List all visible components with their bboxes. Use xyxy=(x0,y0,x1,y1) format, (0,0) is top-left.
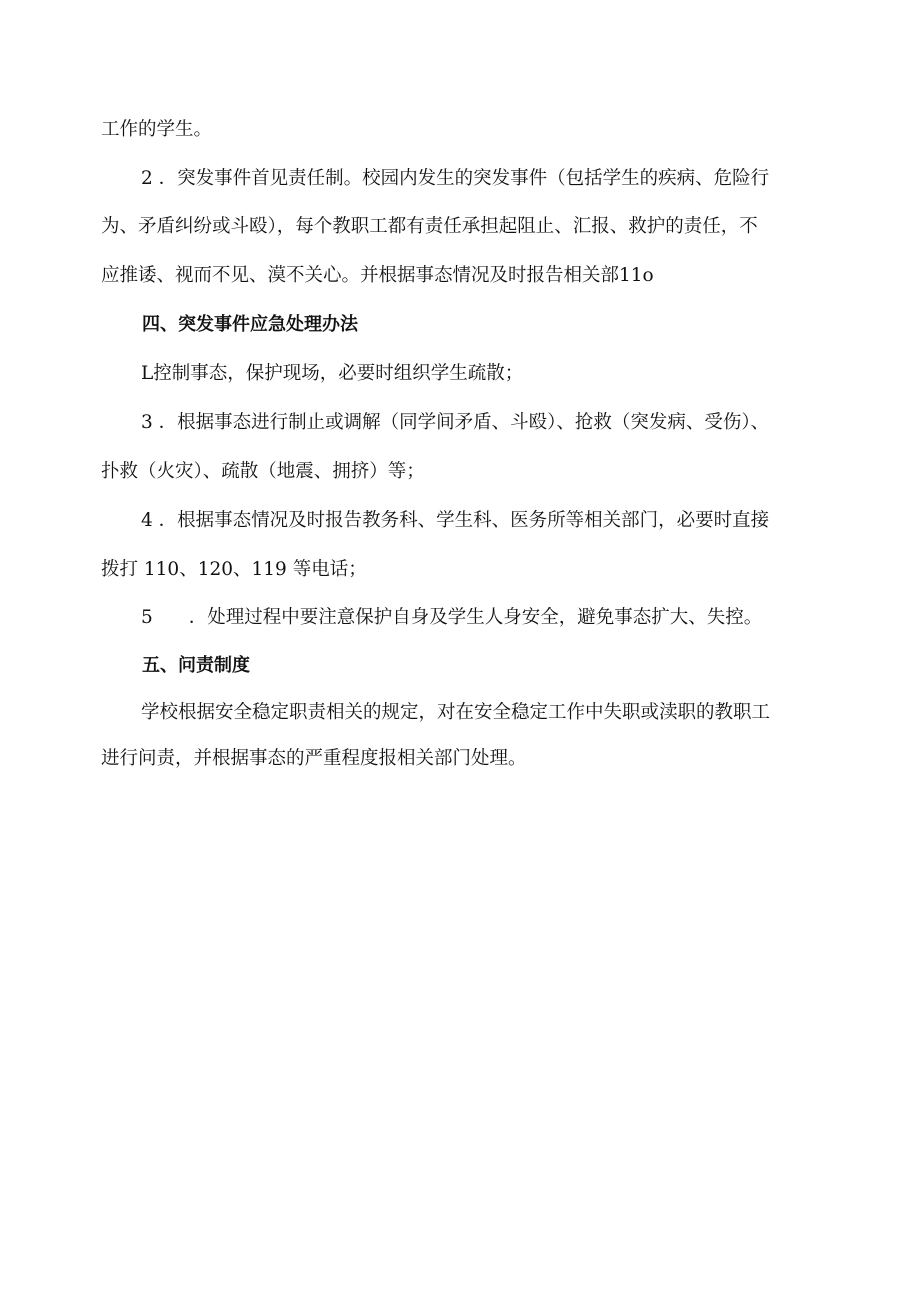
paragraph-line: 进行问责，并根据事态的严重程度报相关部门处理。 xyxy=(101,748,527,769)
section-heading: 四、突发事件应急处理办法 xyxy=(142,314,358,335)
list-item-number: 5 xyxy=(141,607,153,628)
paragraph-line: 拨打 110、120、119 等电话； xyxy=(101,559,367,580)
paragraph-line: 学校根据安全稳定职责相关的规定，对在安全稳定工作中失职或渎职的教职工 xyxy=(141,702,771,723)
paragraph-line: 工作的学生。 xyxy=(101,119,213,140)
list-item-text: ．处理过程中要注意保护自身及学生人身安全，避免事态扩大、失控。 xyxy=(188,607,763,628)
paragraph-line: 2 ．突发事件首见责任制。校园内发生的突发事件（包括学生的疾病、危险行 xyxy=(141,168,770,189)
paragraph-line: 为、矛盾纠纷或斗殴），每个教职工都有责任承担起阻止、汇报、救护的责任，不 xyxy=(101,216,758,237)
paragraph-line: 应推诿、视而不见、漠不关心。并根据事态情况及时报告相关部11o xyxy=(101,265,654,286)
list-item: 3 ．根据事态进行制止或调解（同学间矛盾、斗殴）、抢救（突发病、受伤）、 xyxy=(141,412,770,433)
list-item: L控制事态，保护现场，必要时组织学生疏散； xyxy=(141,363,524,384)
section-heading: 五、问责制度 xyxy=(142,655,250,676)
list-item xyxy=(141,605,762,631)
list-item: 4 ．根据事态情况及时报告教务科、学生科、医务所等相关部门，必要时直接 xyxy=(141,510,770,531)
paragraph-line: 扑救（火灾）、疏散（地震、拥挤）等； xyxy=(101,461,425,482)
